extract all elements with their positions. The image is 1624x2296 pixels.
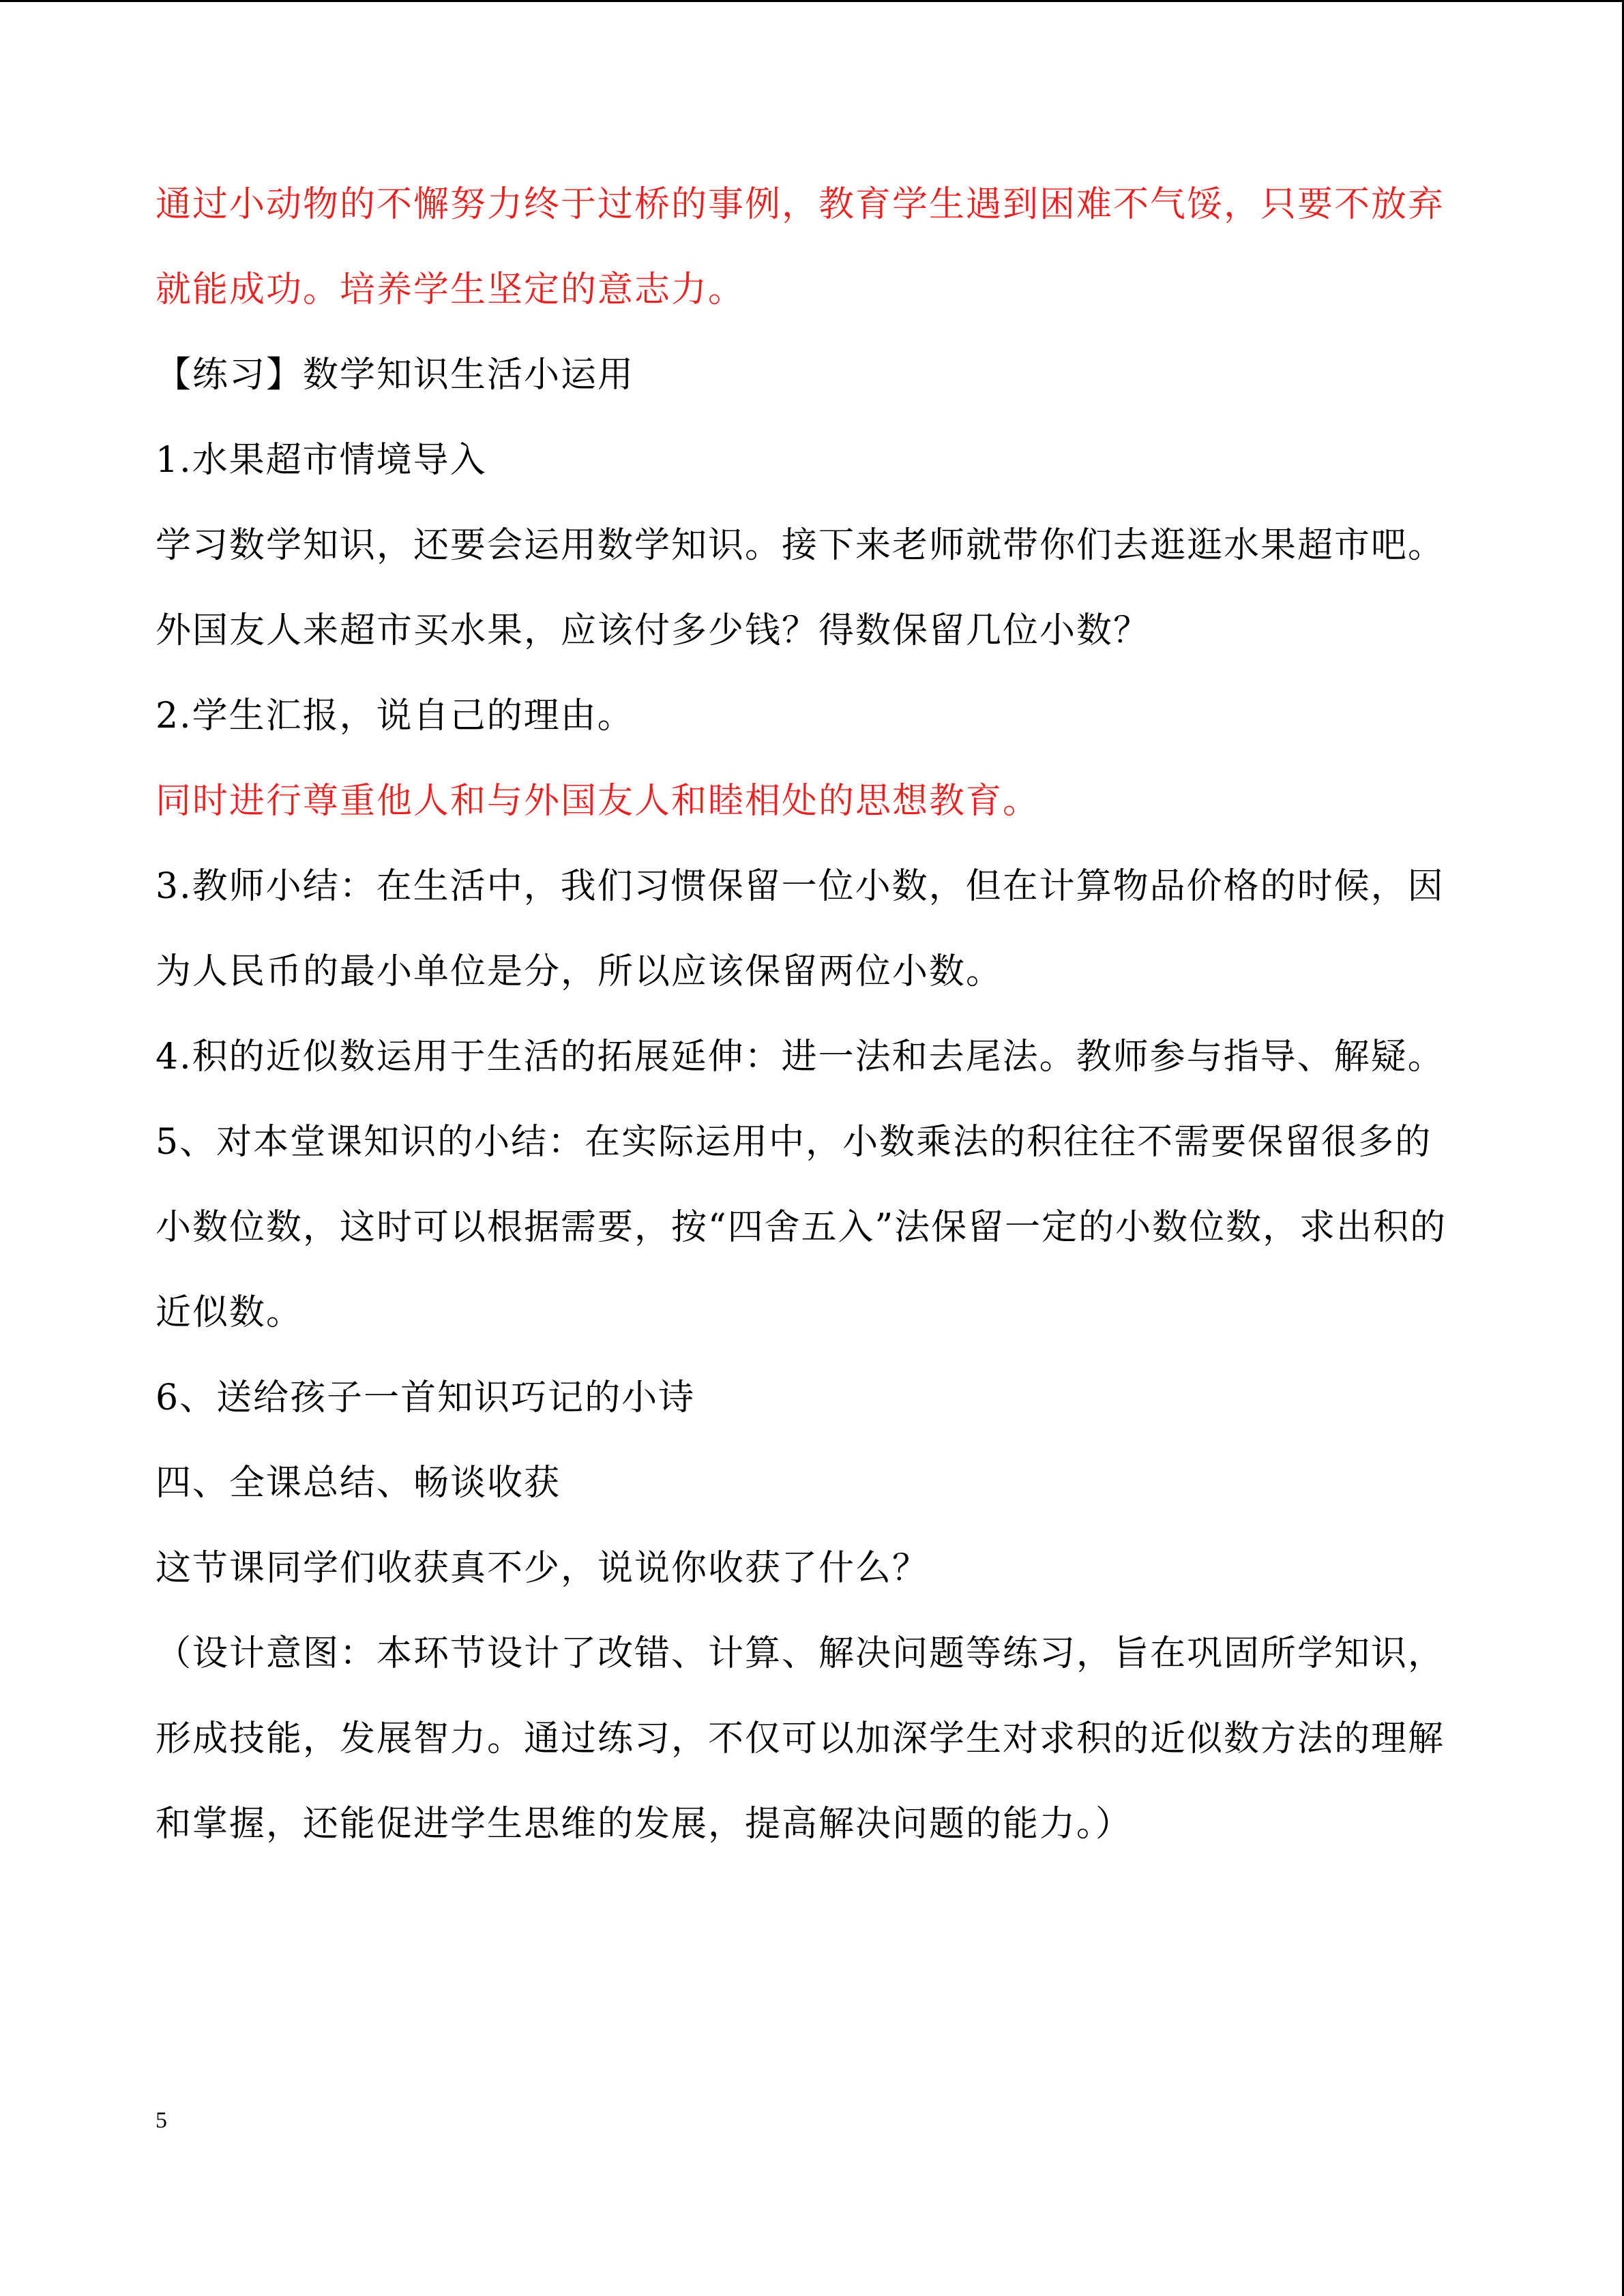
paragraph-design-intent: （设计意图：本环节设计了改错、计算、解决问题等练习，旨在巩固所学知识，形成技能，发展智力。通过练习，不仅可以加深学生对求积的近似数方法的理解和掌握，还能促进学生思维的发展，提高解决问题的能力。） [156,1633,1445,1845]
paragraph-step-1: 1.水果超市情境导入 [156,440,487,481]
paragraph-step-4: 4.积的近似数运用于生活的拓展延伸：进一法和去尾法。教师参与指导、解疑。 [156,1037,1445,1077]
paragraph-practice-heading: 【练习】数学知识生活小运用 [156,355,635,396]
page-top-border [0,0,1624,2]
paragraph-goal-perseverance: 通过小动物的不懈努力终于过桥的事例，教育学生遇到困难不气馁，只要不放弃就能成功。培养学生坚定的意志力。 [156,184,1445,310]
paragraph-question: 外国友人来超市买水果，应该付多少钱？得数保留几位小数？ [156,610,1151,651]
paragraph-step-2: 2.学生汇报，说自己的理由。 [156,696,634,736]
paragraph-step-5: 5、对本堂课知识的小结：在实际运用中，小数乘法的积往往不需要保留很多的小数位数，这时可以根据需要，按“四舍五入”法保留一定的小数位数，求出积的近似数。 [156,1122,1447,1333]
paragraph-summary-question: 这节课同学们收获真不少，说说你收获了什么？ [156,1548,930,1589]
paragraph-goal-respect: 同时进行尊重他人和与外国友人和睦相处的思想教育。 [156,781,1040,822]
page-number: 5 [156,2108,167,2133]
paragraph-step-6: 6、送给孩子一首知识巧记的小诗 [156,1377,696,1418]
document-body [156,162,1465,1867]
paragraph-step-1-detail: 学习数学知识，还要会运用数学知识。接下来老师就带你们去逛逛水果超市吧。 [156,525,1445,566]
paragraph-step-3: 3.教师小结：在生活中，我们习惯保留一位小数，但在计算物品价格的时候，因为人民币的最小单位是分，所以应该保留两位小数。 [156,866,1445,992]
paragraph-section-4-heading: 四、全课总结、畅谈收获 [156,1463,561,1504]
